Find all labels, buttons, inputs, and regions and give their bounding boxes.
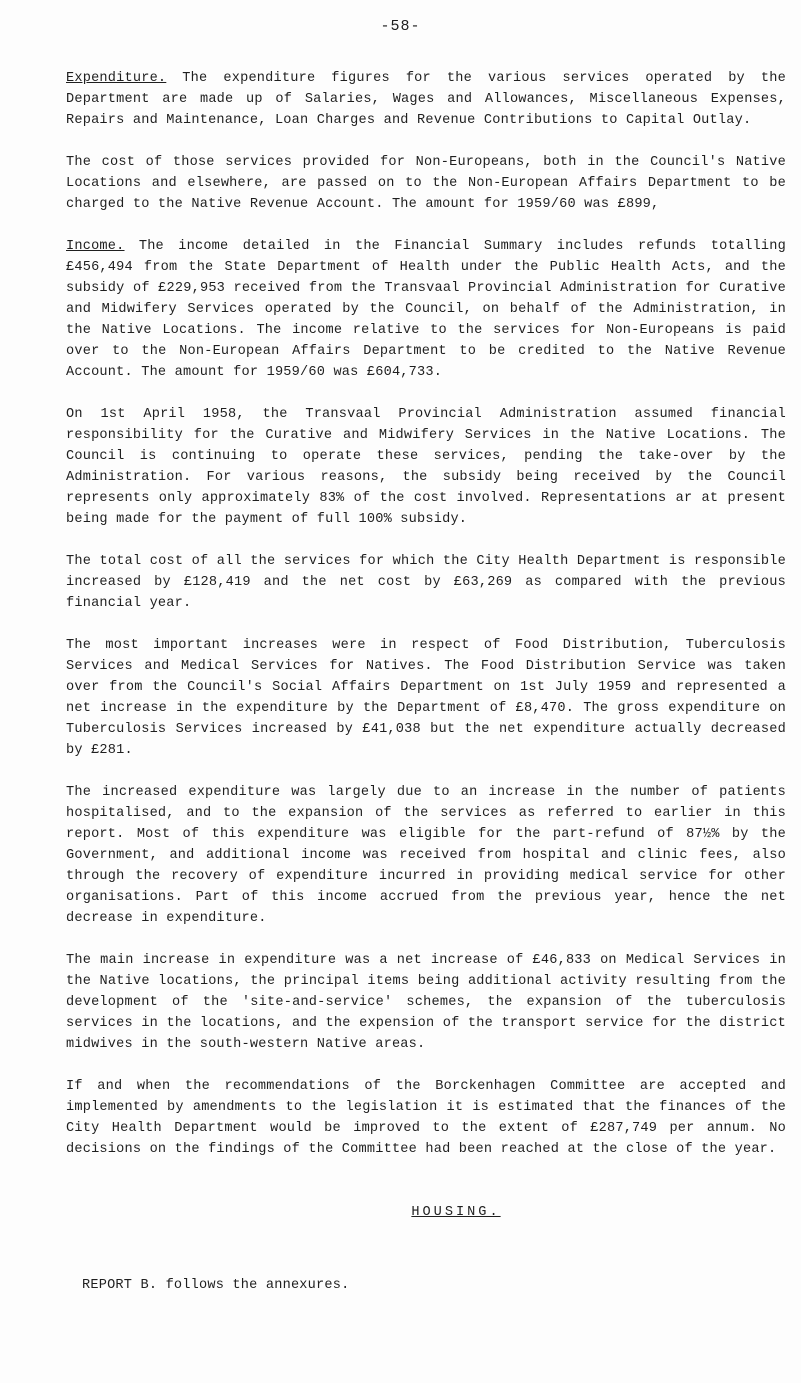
paragraph-increased-expenditure — [66, 782, 786, 929]
paragraph-text: If and when the recommendations of the Borckenhagen Committee are accepted and implemented by amendments to the legislation it is estimated that the finances of the City Health Department would be improved to the extent of £287,749 per annum. No decisions on the findings of the Committee had been reached at the close of the year. — [66, 1079, 786, 1157]
report-body — [66, 68, 786, 1296]
paragraph-text: The increased expenditure was largely due to an increase in the number of patients hospitalised, and to the expansion of the services as referred to earlier in this report. Most of this expenditure was eligible for the part-refund of 87½% by the Government, and additional income was received from hospital and clinic fees, also through the recovery of expenditure incurred in providing medical service for other organisations. Part of this income accrued from the previous year, hence the net decrease in expenditure. — [66, 785, 786, 926]
paragraph-text: The expenditure figures for the various services operated by the Department are made up of Salaries, Wages and Allowances, Miscellaneous Expenses, Repairs and Maintenance, Loan Charges and Revenue Contributions to Capital Outlay. — [66, 71, 786, 128]
paragraph-text: The most important increases were in respect of Food Distribution, Tuberculosis Services and Medical Services for Natives. The Food Distribution Service was taken over from the Council's Social Affairs Department on 1st July 1959 and represented a net increase in the expenditure by the Department of £8,470. The gross expenditure on Tuberculosis Services increased by £41,038 but the net expenditure actually decreased by £281. — [66, 638, 786, 758]
page-number: -58- — [380, 18, 421, 35]
paragraph-text: On 1st April 1958, the Transvaal Provincial Administration assumed financial responsibility for the Curative and Midwifery Services in the Native Locations. The Council is continuing to operate these services, pending the take-over by the Administration. For various reasons, the subsidy being received by the Council represents only approximately 83% of the cost involved. Representations ar at present being made for the payment of full 100% subsidy. — [66, 407, 786, 527]
paragraph-non-european-costs — [66, 152, 786, 215]
paragraph-expenditure — [66, 68, 786, 131]
paragraph-text: The total cost of all the services for which the City Health Department is responsible increased by £128,419 and the net cost by £63,269 as compared with the previous financial year. — [66, 554, 786, 611]
paragraph-provincial-administration — [66, 404, 786, 530]
paragraph-total-cost — [66, 551, 786, 614]
paragraph-text: The main increase in expenditure was a net increase of £46,833 on Medical Services in the Native locations, the principal items being additional activity resulting from the development of the 'site-and-service' schemes, the expansion of the tuberculosis services in the locations, and the expension of the transport service for the district midwives in the south-western Native areas. — [66, 953, 786, 1052]
paragraph-important-increases — [66, 635, 786, 761]
paragraph-text: The income detailed in the Financial Summary includes refunds totalling £456,494 from the State Department of Health under the Public Health Acts, and the subsidy of £229,953 received from the Transvaal Provincial Administration for Curative and Midwifery Services operated by the Council, on behalf of the Administration, in the Native Locations. The income relative to the services for Non-Europeans is paid over to the Non-European Affairs Department to be credited to the Native Revenue Account. The amount for 1959/60 was £604,733. — [66, 239, 786, 380]
section-heading-housing: HOUSING. — [411, 1205, 501, 1220]
section-lead-expenditure: Expenditure. — [66, 71, 167, 86]
footer-note: REPORT B. follows the annexures. — [82, 1278, 350, 1293]
section-lead-income: Income. — [66, 239, 125, 254]
paragraph-borckenhagen-committee — [66, 1076, 786, 1160]
paragraph-main-increase — [66, 950, 786, 1055]
paragraph-text: The cost of those services provided for Non-Europeans, both in the Council's Native Locations and elsewhere, are passed on to the Non-European Affairs Department to be charged to the Native Revenue Account. The amount for 1959/60 was £899, — [66, 155, 786, 212]
paragraph-income — [66, 236, 786, 383]
